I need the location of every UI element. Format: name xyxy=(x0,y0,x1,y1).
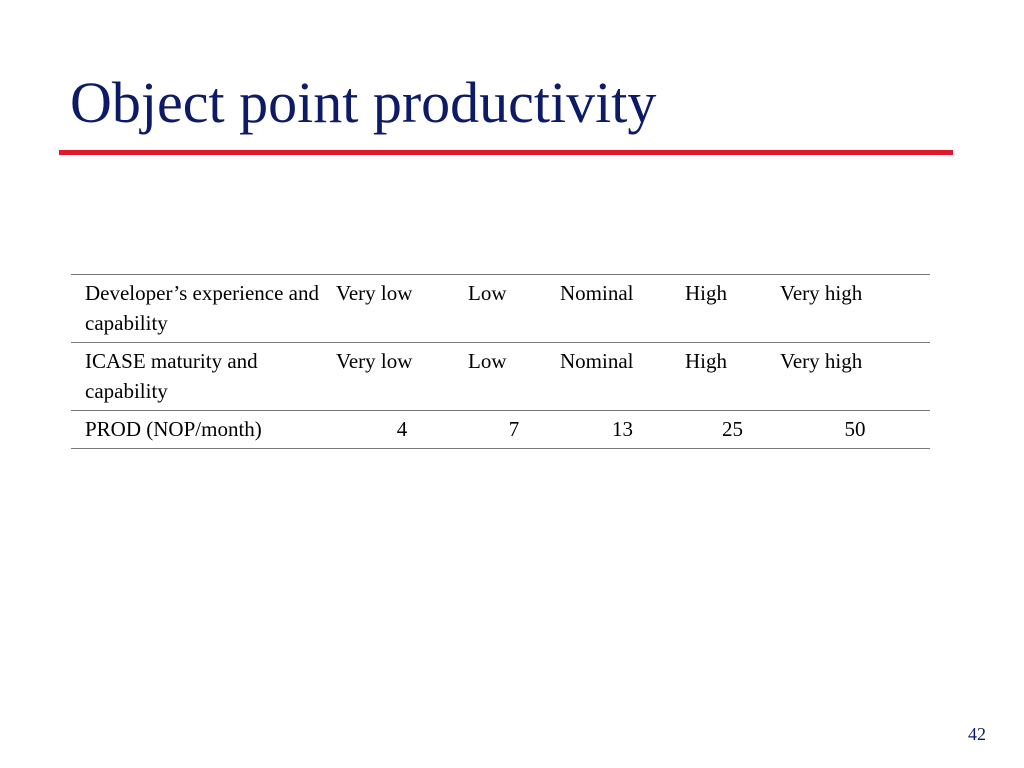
productivity-table xyxy=(71,274,930,449)
title-underline xyxy=(59,150,953,155)
table-cell: 7 xyxy=(468,411,560,449)
slide-number: 42 xyxy=(968,724,986,744)
table-cell: Low xyxy=(468,275,560,343)
table-cell: Nominal xyxy=(560,343,685,411)
table-row-label: PROD (NOP/month) xyxy=(71,411,336,449)
table-row-prod xyxy=(71,411,930,449)
table-cell: 4 xyxy=(336,411,468,449)
table-row-icase-maturity xyxy=(71,343,930,411)
slide-title: Object point productivity xyxy=(70,70,657,135)
table-row-developer-experience xyxy=(71,275,930,343)
table-cell: Very low xyxy=(336,275,468,343)
table-cell: 13 xyxy=(560,411,685,449)
table-cell: High xyxy=(685,343,780,411)
table-cell: High xyxy=(685,275,780,343)
table-cell: Very high xyxy=(780,275,930,343)
table-row-label: Developer’s experience and capability xyxy=(71,275,336,343)
table-row-label: ICASE maturity and capability xyxy=(71,343,336,411)
table-cell: 25 xyxy=(685,411,780,449)
table-cell: 50 xyxy=(780,411,930,449)
table-cell: Nominal xyxy=(560,275,685,343)
table-cell: Very low xyxy=(336,343,468,411)
table-cell: Low xyxy=(468,343,560,411)
table-cell: Very high xyxy=(780,343,930,411)
